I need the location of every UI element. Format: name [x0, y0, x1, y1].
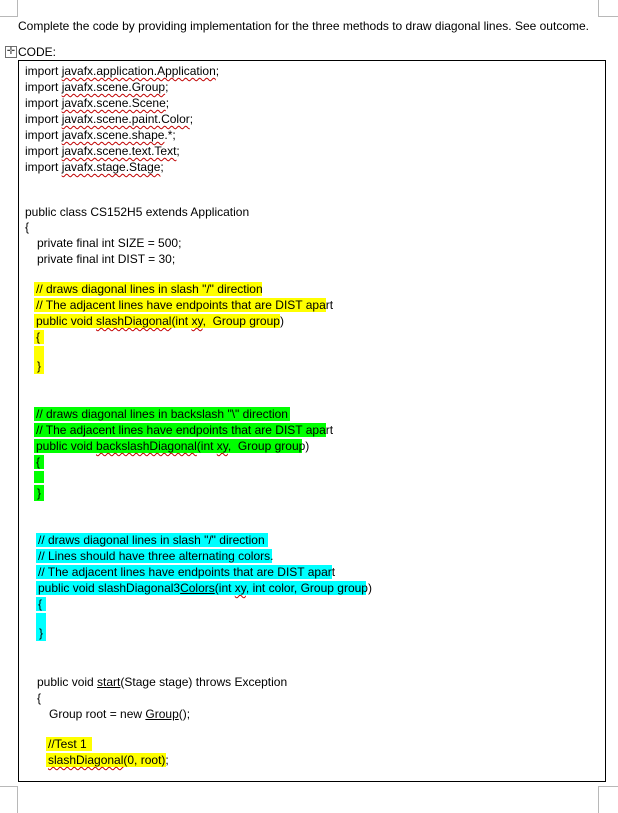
three-colors-close-brace: } — [39, 626, 44, 640]
crop-mark — [598, 0, 599, 17]
root-group-line: Group root = new Group(); — [49, 707, 191, 721]
slash-close-brace: } — [37, 359, 42, 373]
highlight-three-colors-block — [36, 613, 46, 625]
import-line: import javafx.stage.Stage; — [25, 160, 164, 174]
crop-mark — [599, 786, 618, 787]
backslash-close-brace: } — [37, 486, 42, 500]
start-open-brace: { — [37, 691, 42, 705]
slash-signature: public void slashDiagonal(int xy, Group group) — [36, 314, 284, 328]
backslash-comment-1: // draws diagonal lines in backslash "\" direction — [36, 407, 288, 421]
field-dist: private final int DIST = 30; — [37, 252, 176, 266]
code-label: CODE: — [18, 45, 57, 59]
import-line: import javafx.scene.paint.Color; — [25, 112, 194, 126]
three-colors-open-brace: { — [38, 597, 43, 611]
crop-mark — [598, 786, 599, 813]
backslash-comment-2: // The adjacent lines have endpoints that are DIST apart — [36, 423, 334, 437]
import-line: import javafx.scene.Scene; — [25, 96, 170, 110]
start-signature: public void start(Stage stage) throws Exception — [37, 675, 288, 689]
instruction-text: Complete the code by providing implementation for the three methods to draw diagonal lines. See outcome. — [18, 19, 589, 33]
import-line: import javafx.application.Application; — [25, 64, 220, 78]
field-size: private final int SIZE = 500; — [37, 236, 182, 250]
three-colors-comment-3: // The adjacent lines have endpoints that are DIST apart — [38, 565, 336, 579]
test-call: slashDiagonal(0, root); — [48, 753, 169, 767]
crop-mark — [17, 0, 18, 17]
crop-mark — [17, 786, 18, 813]
test-comment: //Test 1 — [48, 737, 87, 751]
import-line: import javafx.scene.text.Text; — [25, 144, 180, 158]
table-move-handle-icon[interactable]: ✛ — [6, 46, 16, 57]
three-colors-signature: public void slashDiagonal3Colors(int xy, int color, Group group) — [38, 581, 372, 595]
slash-open-brace: { — [36, 330, 41, 344]
three-colors-comment-1: // draws diagonal lines in slash "/" direction — [38, 533, 265, 547]
slash-comment-1: // draws diagonal lines in slash "/" direction — [36, 282, 263, 296]
highlight-slash-block — [34, 346, 44, 358]
backslash-open-brace: { — [36, 455, 41, 469]
three-colors-comment-2: // Lines should have three alternating colors. — [38, 549, 274, 563]
slash-comment-2: // The adjacent lines have endpoints that are DIST apart — [36, 298, 334, 312]
highlight-backslash-block — [34, 471, 44, 483]
import-line: import javafx.scene.Group; — [25, 80, 169, 94]
import-line: import javafx.scene.shape.*; — [25, 128, 176, 142]
crop-mark — [0, 16, 17, 17]
class-open-brace: { — [25, 220, 30, 234]
class-declaration: public class CS152H5 extends Application — [25, 205, 250, 219]
crop-mark — [599, 16, 618, 17]
crop-mark — [0, 786, 17, 787]
backslash-signature: public void backslashDiagonal(int xy, Group group) — [36, 439, 310, 453]
